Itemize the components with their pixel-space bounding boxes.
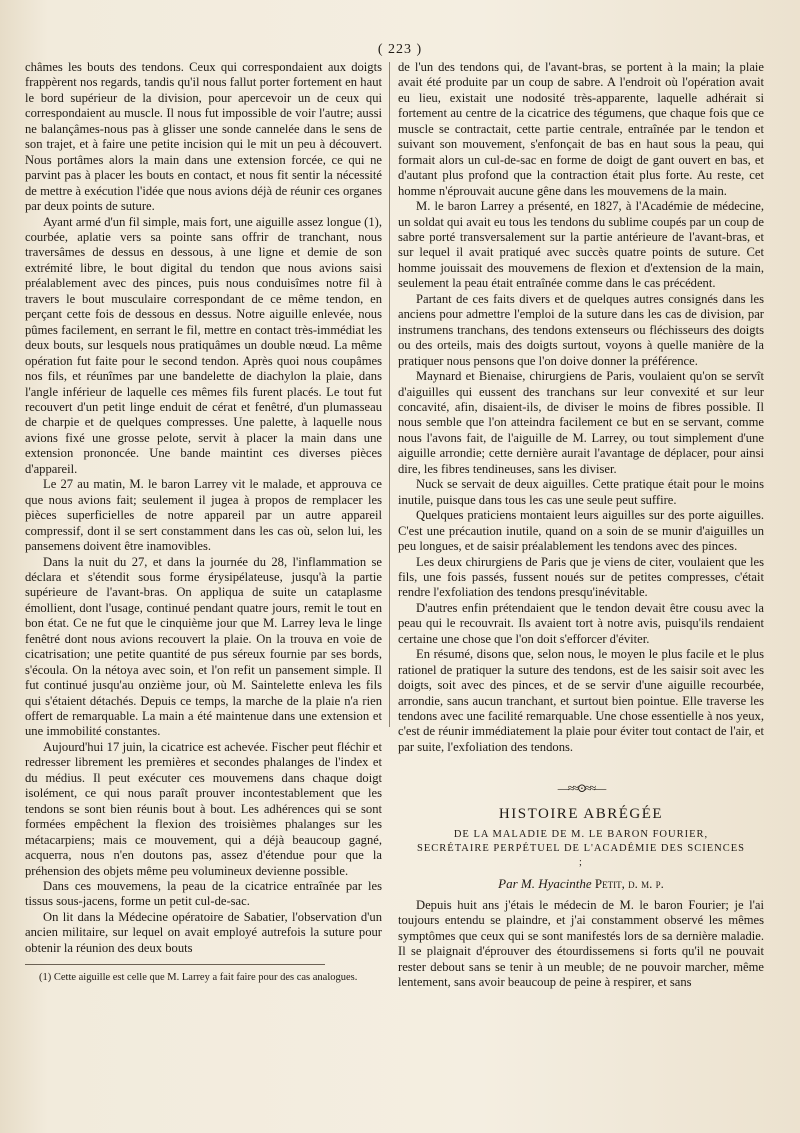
paragraph: Depuis huit ans j'étais le médecin de M. le baron Fourier; je l'ai toujours entendu se plaindre, et j'ai constamment observé les mêmes symptômes que ceux qui se sont manifestés lors de sa dernière maladie. Il se plaignait d'éprouver des étourdissemens si forts qu'il ne pouvait rester debout sans se tenir à un meuble; de ne pouvoir marcher, même lentement, sans avoir beaucoup de peine à respirer, et sans — [398, 897, 764, 990]
paragraph: Nuck se servait de deux aiguilles. Cette pratique était pour le moins inutile, puisque dans tous les cas une seule peut suffire. — [398, 477, 764, 507]
page-number: ( 223 ) — [377, 42, 423, 57]
right-column — [398, 60, 764, 990]
author-name: Petit, d. m. p. — [594, 876, 664, 892]
paragraph: Maynard et Bienaise, chirurgiens de Paris, voulaient qu'on se servît d'aiguilles qui eussent des tranchans sur leur convexité et sur leur concavité, afin, disaient-ils, de diviser le moins de fibres possible. Il nous semble que l'on atteindra facilement ce but en se servant, comme nous l'avons fait, de l'aiguille de M. Larrey, ou tout simplement d'une aiguille arrondie; cette dernière aurait l'avantage de déplacer, pour ainsi dire, les fibres tendineuses, sans les diviser. — [398, 369, 764, 476]
section-subtitle: DE LA MALADIE DE M. LE BARON FOURIER, SECRÉTAIRE PERPÉTUEL DE L'ACADÉMIE DES SCIENCES ; — [417, 829, 745, 869]
paragraph: On lit dans la Médecine opératoire de Sabatier, l'observation d'un ancien militaire, sur lequel on avait employé autrefois la suture pour obtenir la réunion des deux bouts — [25, 909, 382, 955]
paragraph: Dans la nuit du 27, et dans la journée du 28, l'inflammation se déclara et s'étendit sous forme érysipélateuse, jusqu'à la partie supérieure de l'avant-bras. On appliqua de suite un cataplasme émollient, dont l'usage, continué pendant quatre jours, remit le tout en bon état. Ce ne fut que le cinquième jour que M. Larrey leva le linge fenêtré dont nous avions recouvert la plaie. On la trouva en voie de cicatrisation; une petite quantité de pus séreux fournie par ses bords, s'écoula. On la nétoya avec soin, et l'on refit un pansement simple. Il fut continué jusqu'au onzième jour, où M. Saintelette enleva les fils qui s'étaient détachés. Depuis ce temps, la marche de la plaie n'a rien offert de remarquable. La main a été maintenue dans une extension et une immobilité constantes. — [25, 554, 382, 739]
left-column — [25, 60, 382, 984]
ornament-separator: —≈≈⊙≈≈— — [557, 781, 605, 796]
footnote: (1) Cette aiguille est celle que M. Larrey a fait faire pour des cas analogues. — [39, 972, 358, 984]
paragraph: châmes les bouts des tendons. Ceux qui correspondaient aux doigts frappèrent nos regards, tandis qu'il nous fallut porter fortement en haut le bord supérieur de la division, pour apercevoir un de ceux qui correspondaient au muscle. Il nous fut impossible de voir l'autre; aussi ne balançâmes-nous pas à glisser une sonde cannelée dans le sens de son trajet, et à faire une petite incision qui le mit un peu à découvert. Nous portâmes alors la main dans une extension forcée, ce qui ne parvint pas à placer les bouts en contact, et nous fit sentir la nécessité de mettre à exécution l'idée que nous avions déjà de réunir ces organes par deux points de suture. — [25, 60, 382, 214]
author-prefix: Par M. Hyacinthe — [498, 876, 592, 892]
section-title: HISTOIRE ABRÉGÉE — [498, 805, 664, 822]
paragraph: Le 27 au matin, M. le baron Larrey vit le malade, et approuva ce que nous avions fait; seulement il jugea à propos de remplacer les pièces superficielles de notre appareil par un autre appareil compressif, dont il se sert constamment dans les cas où, selon lui, les pansemens doivent être inamovibles. — [25, 477, 382, 554]
paragraph: D'autres enfin prétendaient que le tendon devait être cousu avec la peau qui le recouvrait. Ils avaient tort à notre avis, puisqu'ils rendaient certaine une chose que l'on doit s'efforcer d'éviter. — [398, 600, 764, 646]
paragraph: Ayant armé d'un fil simple, mais fort, une aiguille assez longue (1), courbée, aplatie vers sa pointe sans offrir de tranchant, nous traversâmes de dessus en dessous, à une ligne et demie de son extrémité libre, le bout digital du tendon que nous avions saisi préalablement avec des pinces, puis nous conduisîmes notre fil à travers le bout musculaire correspondant de ce même tendon, en perçant cette fois de dessous en dessus. Notre aiguille enlevée, nous pûmes facilement, en serrant le fil, mettre en contact très-immédiat les deux bouts, sur lesquels nous pratiquâmes un double nœud. La même opération fut faite pour le second tendon. Après quoi nous coupâmes nos fils, et réunîmes par une bandelette de diachylon la plaie, dans l'angle inférieur de laquelle ces mêmes fils furent placés. Le tout fut recouvert d'un petit linge enduit de cérat et fenêtré, d'un plumasseau de charpie et de quelques compresses. Une palette, à laquelle nous avions fixé une grosse pelote, servit à placer la main dans une extension prononcée. Une bande maintint ces diverses pièces d'appareil. — [25, 214, 382, 476]
footnote-divider — [25, 964, 325, 965]
paragraph: Les deux chirurgiens de Paris que je viens de citer, voulaient que les fils, une fois passés, fussent noués sur de petites compresses, c'était rendre l'exfoliation des tendons presqu'inévitable. — [398, 554, 764, 600]
paragraph: Aujourd'hui 17 juin, la cicatrice est achevée. Fischer peut fléchir et redresser librement les premières et secondes phalanges de l'index et du médius. Il peut exécuter ces mouvemens dans chaque doigt isolément, ce qui nous paraît prouver incontestablement que les tendons se sont bien réunis bout à bout. Les adhérences qui se sont formées empêchent la flexion des troisièmes phalanges sur les métacarpiens; mais ce mouvement, qui a déjà beaucoup gagné, acquerra, nous n'en doutons pas, assez d'étendue pour que la préhension des objets même peu volumineux devienne possible. — [25, 739, 382, 878]
paragraph: Quelques praticiens montaient leurs aiguilles sur des porte aiguilles. C'est une précaution inutile, quand on a soin de se munir d'aiguilles un peu longues, et de saisir préalablement les tendons avec des pinces. — [398, 508, 764, 554]
section-author — [398, 876, 764, 891]
paragraph: En résumé, disons que, selon nous, le moyen le plus facile et le plus rationel de pratiquer la suture des tendons, est de les saisir soit avec les doigts, soit avec des pinces, et de se servir d'une aiguille recourbée, arrondie, sans aucun tranchant, et surtout bien pointue. Elle traverse les tendons avec une facilité remarquable. Une chose essentielle à nos yeux, c'est de réunir immédiatement la plaie pour éviter tout contact de l'air, et par suite, l'exfoliation des tendons. — [398, 647, 764, 754]
paragraph: Dans ces mouvemens, la peau de la cicatrice entraînée par les tissus sous-jacens, forme un petit cul-de-sac. — [25, 879, 382, 909]
paragraph: de l'un des tendons qui, de l'avant-bras, se portent à la main; la plaie avait été produite par un coup de sabre. A l'endroit où l'opération avait eu lieu, existait une nodosité très-apparente, laquelle adhérait si fortement au centre de la cicatrice des tégumens, que chaque fois que ce muscle se contractait, cette partie centrale, entraînée par le tendon et suivant son mouvement, s'enfonçait de bas en haut sous la peau, qui formait alors un cul-de-sac en forme de doigt de gant ouvert en bas, et d'autant plus profond que la contraction était plus forte. Au reste, cet homme n'éprouvait aucune gêne dans les mouvemens de la main. — [398, 60, 764, 198]
paragraph: M. le baron Larrey a présenté, en 1827, à l'Académie de médecine, un soldat qui avait eu tous les tendons du sublime coupés par un coup de sabre porté transversalement sur la partie antérieure de l'avant-bras, et sur lequel il avait pratiqué avec succès quatre points de suture. Cet homme jouissait des mouvemens de flexion et d'extension de la main, seulement la peau était entraînée comme dans le cas précédent. — [398, 199, 764, 291]
paragraph: Partant de ces faits divers et de quelques autres consignés dans les anciens pour admettre l'emploi de la suture dans les cas de division, par instrumens tranchans, des tendons extenseurs ou fléchisseurs des doigts ou des orteils, mais des doigts surtout, voyons à quelle manière de la pratiquer nous pensons que l'on doive donner la préférence. — [398, 291, 764, 368]
column-divider — [389, 62, 390, 727]
